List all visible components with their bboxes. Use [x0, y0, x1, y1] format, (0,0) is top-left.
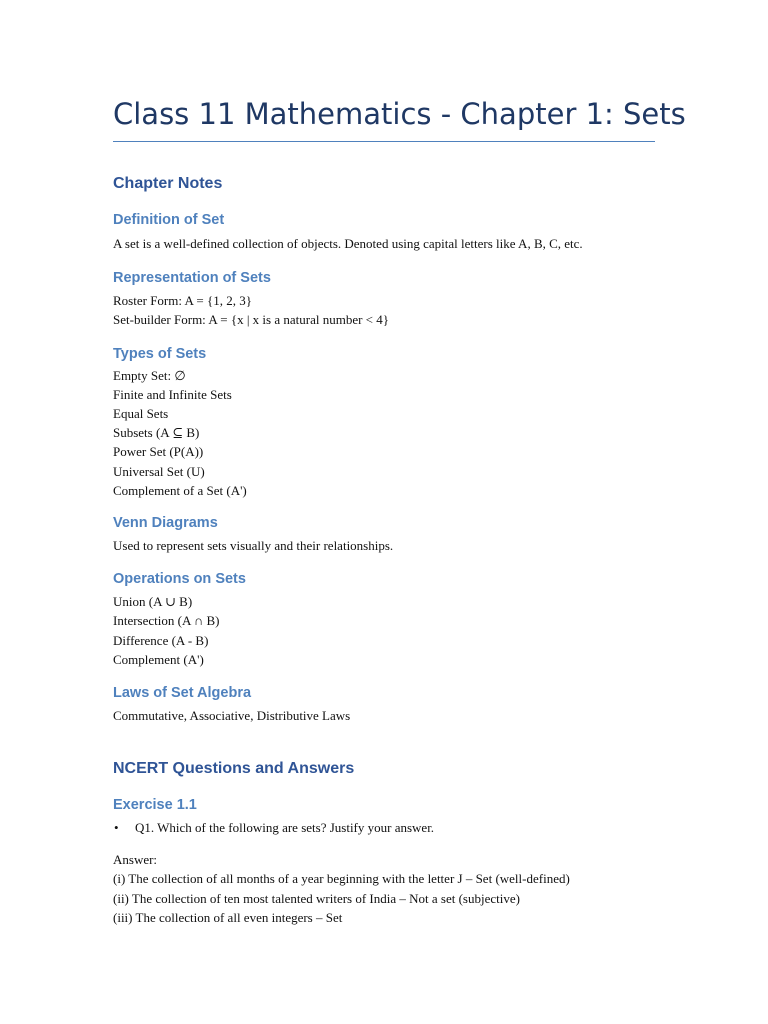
types-line-finite-infinite: Finite and Infinite Sets [113, 386, 232, 402]
types-line-universal-set: Universal Set (U) [113, 463, 205, 479]
question-text: Q1. Which of the following are sets? Justify your answer. [135, 820, 435, 836]
representation-heading: Representation of Sets [113, 270, 271, 287]
exercise-heading: Exercise 1.1 [113, 797, 197, 814]
operations-line-union: Union (A ∪ B) [113, 594, 193, 610]
types-body [113, 366, 656, 500]
types-line-subsets: Subsets (A ⊆ B) [113, 425, 200, 441]
answer-line: (i) The collection of all months of a year beginning with the letter J – Set (well-defined) [113, 871, 570, 887]
answer-label: Answer: [113, 852, 158, 868]
types-line-complement: Complement of a Set (A') [113, 482, 247, 498]
operations-body [113, 592, 656, 669]
bullet-icon: • [114, 820, 119, 836]
chapter-notes-heading: Chapter Notes [113, 175, 223, 192]
types-line-power-set: Power Set (P(A)) [113, 444, 204, 460]
venn-line: Used to represent sets visually and their relationships. [113, 538, 394, 554]
answer-line: (iii) The collection of all even integers – Set [113, 909, 343, 925]
operations-line-complement: Complement (A') [113, 651, 204, 667]
set-builder-form-line: Set-builder Form: A = {x | x is a natural number < 4} [113, 312, 389, 328]
representation-body [113, 291, 656, 329]
types-line-equal-sets: Equal Sets [113, 406, 169, 422]
title-divider [113, 141, 655, 142]
document-title: Class 11 Mathematics - Chapter 1: Sets [113, 97, 686, 131]
operations-line-difference: Difference (A - B) [113, 632, 209, 648]
definition-line: A set is a well-defined collection of objects. Denoted using capital letters like A, B, C, etc. [113, 236, 583, 251]
laws-heading: Laws of Set Algebra [113, 685, 252, 702]
answer-block [113, 850, 656, 927]
definition-body [113, 234, 656, 253]
venn-body [113, 536, 656, 555]
answer-line: (ii) The collection of ten most talented writers of India – Not a set (subjective) [113, 890, 520, 906]
operations-line-intersection: Intersection (A ∩ B) [113, 613, 220, 629]
operations-heading: Operations on Sets [113, 571, 246, 588]
question-list-item [113, 818, 656, 837]
ncert-heading: NCERT Questions and Answers [113, 760, 355, 778]
laws-body [113, 706, 656, 725]
definition-heading: Definition of Set [113, 212, 225, 228]
laws-line: Commutative, Associative, Distributive Laws [113, 708, 351, 724]
roster-form-line: Roster Form: A = {1, 2, 3} [113, 293, 252, 309]
types-heading: Types of Sets [113, 345, 207, 362]
types-line-empty-set: Empty Set: ∅ [113, 367, 186, 383]
venn-heading: Venn Diagrams [113, 515, 218, 532]
